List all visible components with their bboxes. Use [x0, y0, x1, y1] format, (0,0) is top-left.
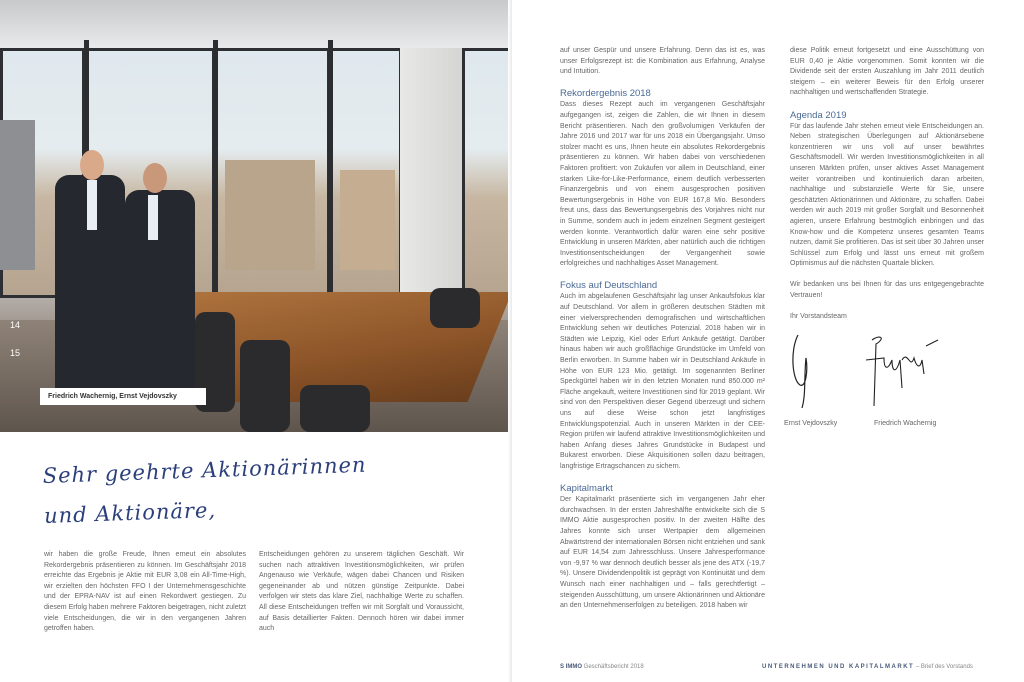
head [143, 163, 167, 193]
signer-name: Friedrich Wachernig [874, 420, 937, 427]
paragraph: auf unser Gespür und unsere Erfahrung. Denn das ist es, was unser Erfolgsrezept ist: die Kombination aus Erfahrung, Analyse und Intuition. [560, 47, 765, 76]
paragraph: Für das laufende Jahr stehen erneut viele Entscheidungen an. Neben strategischen Überlegungen auf Aktionärsebene konzentrieren wir uns voll auf unser bewährtes Geschäftsmodell. Wir werden Investitionsmöglichkeiten in all unseren Märkten prüfen, unser aktives Asset Management weiter vorantreiben und kontinuierlich daran arbeiten, nachhaltige und substanzielle Werte für Sie, unsere geschätzten Aktionärinnen und Aktionäre, zu schaffen. Dabei werden wir auch 2019 mit großer Sorgfalt und Besonnenheit agieren, unsere Erfahrung bestmöglich einbringen und das Know-how und die Kompetenz unseres gesamten Teams nutzen, damit Sie profitieren. Das ist seit über 30 Jahren unser Schlüssel zum Erfolg und lässt uns erneut mit großem Optimismus auf die nächsten Quartale blicken. [790, 122, 984, 268]
chair [430, 288, 480, 328]
body-column-3 [560, 46, 765, 622]
window-frame [213, 40, 218, 330]
page-number-reflection: 14 [10, 320, 21, 330]
window-frame [328, 40, 333, 330]
body-column-2: Entscheidungen gehören zu unserem täglichen Geschäft. Wir suchen nach attraktiven Investitionsmöglichkeiten, wir prüfen Angenauso wie Verkäufe, wägen dabei Chancen und Risiken gegeneinander ab und nützen günstige Zeitpunkte. Dabei verfolgen wir stets das klare Ziel, nachhaltige Werte zu schaffen. All diese Entscheidungen treffen wir mit Sorgfalt und Voraussicht, auf Basis detaillierter Fakten. Dennoch hören wir dabei immer auch [259, 551, 464, 633]
chair [300, 385, 370, 432]
footer-section: UNTERNEHMEN UND KAPITALMARKT [762, 664, 915, 670]
greeting-line: Sehr geehrte Aktionärinnen [42, 452, 367, 488]
head [80, 150, 104, 180]
footer-report: Geschäftsbericht 2018 [583, 664, 644, 670]
board-photo [0, 0, 512, 432]
footer-left [560, 664, 644, 670]
handwritten-greeting [42, 445, 369, 536]
shirt [87, 180, 97, 230]
paragraph: Auch im abgelaufenen Geschäftsjahr lag unser Ankaufsfokus klar auf Deutschland. Vor allem in größeren deutschen Städten mit einer vielversprechenden demografischen und wirtschaftlichen Entwicklung sehen wir deutliches Potenzial. 2018 haben wir in Städten wie Leipzig, Kiel oder Erfurt Ankäufe getätigt. Darüber hinaus haben wir auch großflächige Grundstücke im Umfeld von Berlin erworben. In Summe haben wir in Deutschland Ankäufe in Höhe von EUR 123 Mio. getätigt. Im sogenannten Berliner Speckgürtel haben wir in den letzten Monaten rund 850.000 m² Fläche angekauft, weitere Investitionen sind für 2019 geplant. Wir sind von den Perspektiven dieser Gegend überzeugt und sichern uns auf diese Weise schon jetzt langfristiges Entwicklungspotenzial. Auch in unseren Märkten in der CEE-Region prüfen wir laufend attraktive Investitionsmöglichkeiten und haben Anfang dieses Jahres Grundstücke in Budapest und Bukarest erworben. Diese Akquisitionen sollen dazu beitragen, langfristige Ertragschancen zu sichern. [560, 293, 765, 470]
window [462, 48, 512, 298]
paragraph: Wir bedanken uns bei Ihnen für das uns entgegengebrachte Vertrauen! [790, 281, 984, 300]
footer-subsection: – Brief des Vorstands [915, 664, 973, 670]
paragraph: diese Politik erneut fortgesetzt und eine Ausschüttung von EUR 0,40 je Aktie vorgenommen. Somit konnten wir die Dividende seit der ersten Auszahlung im Jahr 2011 deutlich steigern – ein weiterer Beweis für den Erfolg unserer nachhaltigen und wertschaffenden Strategie. [790, 47, 984, 97]
greeting-line: und Aktionäre, [43, 497, 217, 528]
wall [400, 48, 462, 308]
section-heading: Kapitalmarkt [560, 483, 613, 495]
person-vejdovszky [125, 190, 195, 405]
section-heading: Rekordergebnis 2018 [560, 88, 651, 100]
body-column-1: wir haben die große Freude, Ihnen erneut ein absolutes Rekordergebnis präsentieren zu können. Im Geschäftsjahr 2018 erreichte das Ergebnis je Aktie mit EUR 3,08 ein All-Time-High, wir erzielten den höchsten FFO I der Unternehmensgeschichte und der EPRA-NAV ist auf einen Rekordwert gestiegen. Zu diesem Erfolg haben mehrere Faktoren beigetragen, nicht zuletzt viele Entscheidungen, die wir in den vergangenen Jahren getroffen haben. [44, 551, 246, 633]
paragraph: Ihr Vorstandsteam [790, 313, 847, 321]
body-column-4 [790, 46, 984, 333]
section-heading: Fokus auf Deutschland [560, 280, 658, 292]
page-number-reflection: 15 [10, 348, 21, 358]
section-heading: Agenda 2019 [790, 109, 847, 121]
building [0, 120, 35, 270]
chair [240, 340, 290, 432]
building [225, 160, 315, 270]
footer-right [762, 664, 973, 670]
footer-brand: S IMMO [560, 664, 582, 670]
signer-name: Ernst Vejdovszky [784, 420, 838, 427]
paragraph: Dass dieses Rezept auch im vergangenen Geschäftsjahr aufgegangen ist, zeigen die Zahlen, die wir Ihnen in diesem Bericht präsentieren. Nach den großvolumigen Verkäufen der Jahre 2016 und 2017 war für uns 2018 ein Übergangsjahr. Umso stolzer macht es uns, Ihnen heute ein absolutes Rekordergebnis präsentieren zu können. Wir haben dabei von verschiedenen Faktoren profitiert: von Zukäufen vor allem in Deutschland, einer starken Like-for-Like-Performance, einem deutlich verbesserten Finanzergebnis und von einem ausgesprochen positiven Bewertungsergebnis in Höhe von EUR 167,8 Mio. Besonders freut uns, dass das Bewertungsergebnis des Vorjahres nicht nur in Summe, sondern auch in jedem einzelnen Segment gesteigert werden konnte. Verantwortlich dafür waren eine sehr positive Entwicklung in unseren Märkten, aber natürlich auch die richtigen Investitionsentscheidungen der Vergangenheit sowie erfolgreiches und nachhaltiges Asset Management. [560, 101, 765, 268]
right-page [512, 0, 1024, 682]
ceiling [0, 0, 512, 48]
building [340, 170, 395, 270]
shirt [148, 195, 158, 240]
paragraph: Der Kapitalmarkt präsentierte sich im vergangenen Jahr eher durchwachsen. In der ersten Jahreshälfte entwickelte sich die S IMMO Aktie ausgesprochen positiv. In der zweiten Hälfte des Jahres konnte sich unser Wertpapier dem allgemeinen Abwärtstrend der internationalen Börsen nicht entziehen und sank auf EUR 14,54 zum Jahresschluss. Unsere Jahresperformance von -9,97 % war dennoch deutlich besser als jene des ATX (-19,7 %). Unsere Dividendenpolitik ist geprägt von Kontinuität und dem Wunsch nach einer nachhaltigen und – falls gerechtfertigt – steigenden Ausschüttung, um unsere Aktionärinnen und Aktionäre an den Unternehmenserfolgen zu beteiligen. 2018 haben wir [560, 496, 765, 610]
photo-caption: Friedrich Wachernig, Ernst Vejdovszky [40, 388, 206, 405]
signature-wachernig [862, 330, 942, 410]
signature-vejdovszky [784, 330, 824, 410]
